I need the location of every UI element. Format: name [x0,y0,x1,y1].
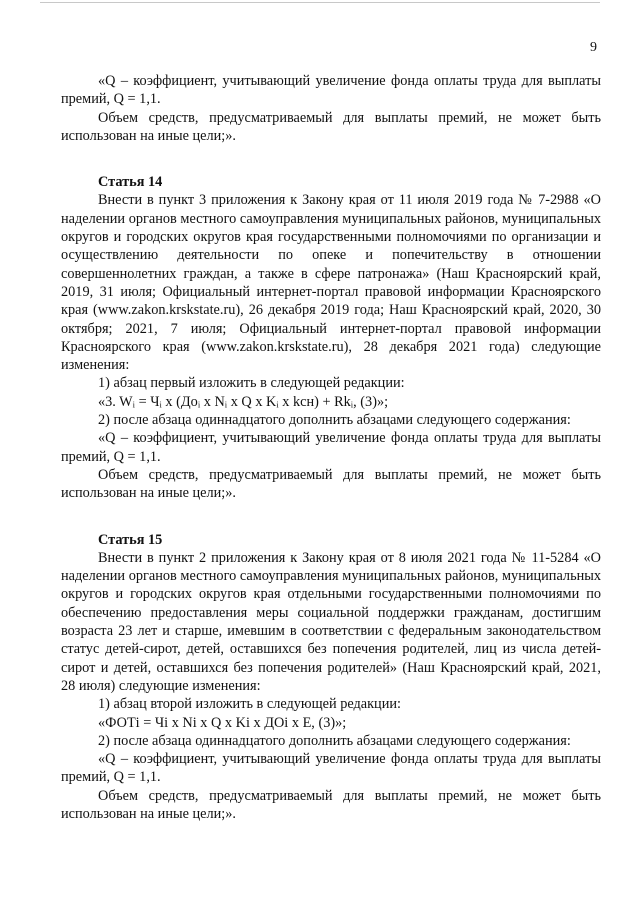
article-15-intro: Внести в пункт 2 приложения к Закону края от 8 июля 2021 года № 11-5284 «О наделении органов местного самоуправления муниципальных районов, муниципальных округов и городских округов края отдельными государственными полномочиями по обеспечению предоставления меры социальной поддержки гражданам, достигшим возраста 23 лет и старше, имевшим в соответствии с федеральным законодательством статус детей-сирот, детей, оставшихся без попечения родителей, лиц из числа детей-сирот и детей, оставшихся без попечения родителей» (Наш Красноярский край, 2021, 28 июля) следующие изменения: [61,549,601,694]
article-15-formula: «ФОТi = Чi x Ni x Q x Ki x ДОi x E, (3)»; [98,714,347,731]
article-15-q-paragraph: «Q – коэффициент, учитывающий увеличение фонда оплаты труда для выплаты премий, Q = 1,1. [61,751,601,786]
document-body [61,72,601,823]
article-14-heading: Статья 14 [98,174,163,191]
article-15-funds-paragraph: Объем средств, предусматриваемый для выплаты премий, не может быть использован на иные цели;». [61,787,601,822]
article-14-item-1: 1) абзац первый изложить в следующей редакции: [98,375,405,392]
article-15-item-1: 1) абзац второй изложить в следующей редакции: [98,696,401,713]
article-14-q-paragraph: «Q – коэффициент, учитывающий увеличение фонда оплаты труда для выплаты премий, Q = 1,1. [61,430,601,465]
article-15-heading: Статья 15 [98,531,163,548]
intro-q-paragraph: «Q – коэффициент, учитывающий увеличение фонда оплаты труда для выплаты премий, Q = 1,1. [61,73,601,108]
section-spacer [61,145,601,173]
intro-funds-paragraph: Объем средств, предусматриваемый для выплаты премий, не может быть использован на иные цели;». [61,109,601,144]
article-15-item-2: 2) после абзаца одиннадцатого дополнить абзацами следующего содержания: [98,732,571,749]
article-14-intro: Внести в пункт 3 приложения к Закону края от 11 июля 2019 года № 7-2988 «О наделении органов местного самоуправления муниципальных районов, муниципальных округов и городских округов края государственными полномочиями по организации и осуществлению деятельности по опеке и попечительству в отношении совершеннолетних граждан, а также в сфере патронажа» (Наш Красноярский край, 2019, 31 июля; Официальный интернет-портал правовой информации Красноярского края (www.zakon.krskstate.ru), 26 декабря 2019 года; Наш Красноярский край, 2020, 30 октября; 2021, 7 июля; Официальный интернет-портал правовой информации Красноярского края (www.zakon.krskstate.ru), 28 декабря 2021 года) следующие изменения: [61,192,601,374]
page-number: 9 [590,40,597,55]
section-spacer [61,503,601,531]
article-14-funds-paragraph: Объем средств, предусматриваемый для выплаты премий, не может быть использован на иные цели;». [61,466,601,502]
scan-edge-line [40,2,600,3]
article-14-item-2: 2) после абзаца одиннадцатого дополнить абзацами следующего содержания: [98,412,571,429]
article-14-formula: «3. Wᵢ = Чᵢ x (Доᵢ x Nᵢ x Q x Kᵢ x kсн) + Rkᵢ, (3)»; [98,393,389,410]
